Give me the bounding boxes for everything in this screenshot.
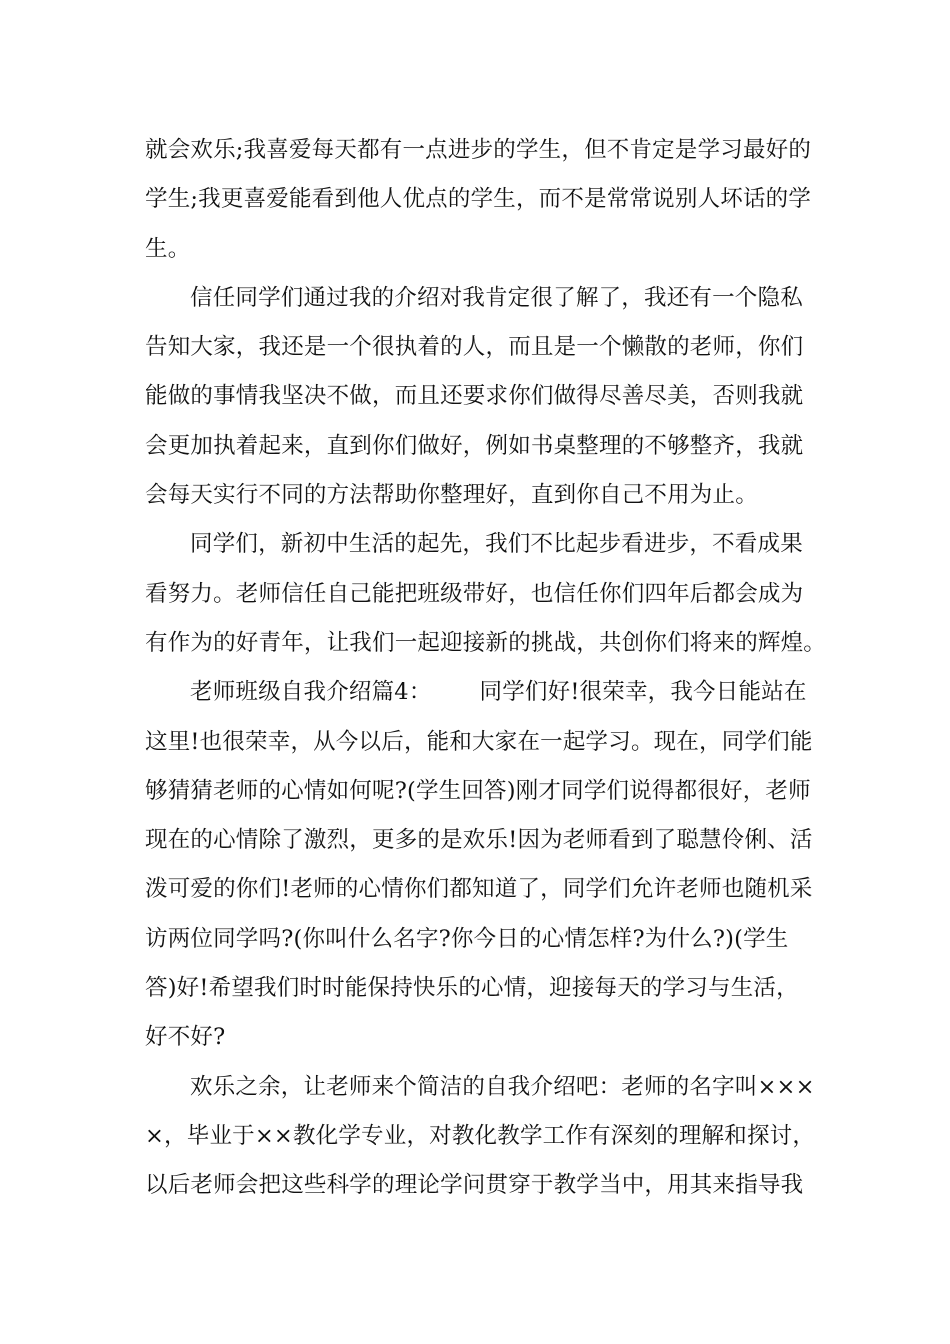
paragraph-first-line: 同学们，新初中生活的起先，我们不比起步看进步，不看成果 <box>190 531 803 558</box>
text-line: 好不好? <box>145 1024 226 1051</box>
text-line: 学生;我更喜爱能看到他人优点的学生，而不是常常说别人坏话的学 <box>145 186 812 213</box>
text-line: 看努力。老师信任自己能把班级带好，也信任你们四年后都会成为 <box>145 580 804 607</box>
text-line: 能做的事情我坚决不做，而且还要求你们做得尽善尽美，否则我就 <box>145 383 804 410</box>
text-line: 会每天实行不同的方法帮助你整理好，直到你自己不用为止。 <box>145 482 758 509</box>
section-heading: 老师班级自我介绍篇4： <box>190 679 432 706</box>
text-line: 就会欢乐;我喜爱每天都有一点进步的学生，但不肯定是学习最好的 <box>145 137 812 163</box>
text-line: 访两位同学吗?(你叫什么名字?你今日的心情怎样?为什么?)(学生 <box>145 925 789 952</box>
text-line: 现在的心情除了激烈，更多的是欢乐!因为老师看到了聪慧伶俐、活 <box>145 827 813 854</box>
paragraph-first-line: 信任同学们通过我的介绍对我肯定很了解了，我还有一个隐私 <box>190 284 803 311</box>
section-text-start: 同学们好!很荣幸，我今日能站在 <box>479 679 807 706</box>
text-line: 有作为的好青年，让我们一起迎接新的挑战，共创你们将来的辉煌。 <box>145 629 827 656</box>
text-line: 这里!也很荣幸，从今以后，能和大家在一起学习。现在，同学们能 <box>145 728 813 755</box>
text-line: 告知大家，我还是一个很执着的人，而且是一个懒散的老师，你们 <box>145 334 804 361</box>
text-line: ×，毕业于××教化学专业，对教化教学工作有深刻的理解和探讨， <box>145 1122 816 1149</box>
text-line: 会更加执着起来，直到你们做好，例如书桌整理的不够整齐，我就 <box>145 432 804 459</box>
text-line: 答)好!希望我们时时能保持快乐的心情，迎接每天的学习与生活， <box>145 975 799 1002</box>
section-heading-line <box>145 668 810 717</box>
text-line: 够猜猜老师的心情如何呢?(学生回答)刚才同学们说得都很好，老师 <box>145 777 811 804</box>
text-line: 以后老师会把这些科学的理论学问贯穿于教学当中，用其来指导我 <box>145 1172 804 1199</box>
document-body <box>145 126 827 1211</box>
paragraph-first-line: 欢乐之余，让老师来个简洁的自我介绍吧：老师的名字叫××× <box>190 1073 815 1100</box>
text-line: 泼可爱的你们!老师的心情你们都知道了，同学们允许老师也随机采 <box>145 876 813 903</box>
text-line: 生。 <box>145 235 191 262</box>
